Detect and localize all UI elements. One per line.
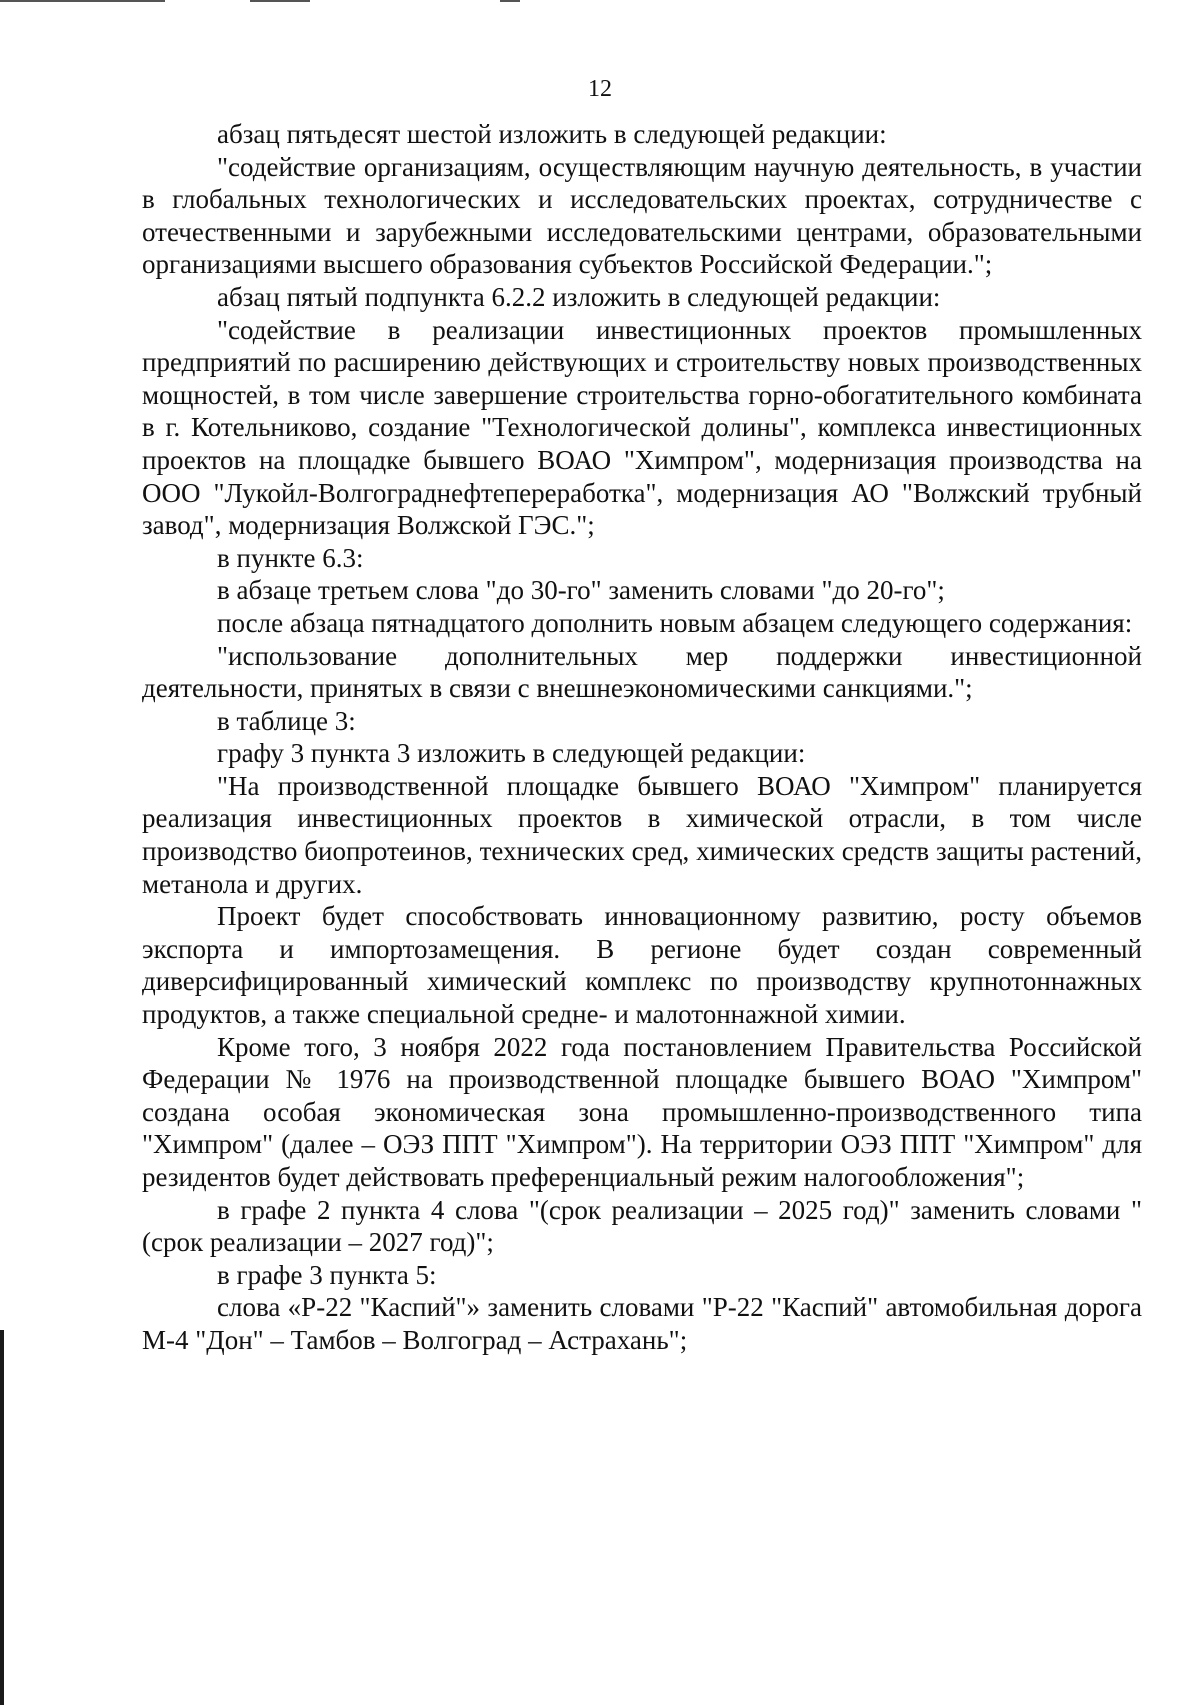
- paragraph: "содействие в реализации инвестиционных проектов промышленных предприятий по расширению действующих и строительству новых производственных мощностей, в том числе завершение строительства горно-обогатительного комбината в г. Котельниково, создание "Технологической долины", комплекса инвестиционных проектов на площадке бывшего ВОАО "Химпром", модернизация производства на ООО "Лукойл-Волгограднефтепереработка", модернизация АО "Волжский трубный завод", модернизация Волжской ГЭС.";: [142, 314, 1142, 541]
- paragraph: слова «Р-22 "Каспий"» заменить словами "Р-22 "Каспий" автомобильная дорога М-4 "Дон" – Тамбов – Волгоград – Астрахань";: [142, 1292, 1142, 1355]
- paragraph: в пункте 6.3:: [217, 542, 364, 573]
- paragraph: в абзаце третьем слова "до 30-го" заменить словами "до 20-го";: [217, 575, 945, 606]
- document-body: [142, 118, 1142, 1357]
- paragraph: "содействие организациям, осуществляющим научную деятельность, в участии в глобальных технологических и исследовательских проектах, сотрудничестве с отечественными и зарубежными исследовательскими центрами, образовательными организациями высшего образования субъектов Российской Федерации.";: [142, 151, 1142, 280]
- paragraph: в графе 2 пункта 4 слова "(срок реализации – 2025 год)" заменить словами "(срок реализации – 2027 год)";: [142, 1194, 1142, 1258]
- paragraph: "использование дополнительных мер поддержки инвестиционной деятельности, принятых в связи с внешнеэкономическими санкциями.";: [142, 640, 1142, 704]
- page-number: 12: [588, 76, 612, 102]
- scan-artifact-left-edge: [0, 1330, 4, 1705]
- paragraph: графу 3 пункта 3 изложить в следующей редакции:: [217, 738, 806, 769]
- paragraph: "На производственной площадке бывшего ВОАО "Химпром" планируется реализация инвестиционных проектов в химической отрасли, в том числе производство биопротеинов, технических сред, химических средств защиты растений, метанола и других.: [142, 770, 1142, 899]
- paragraph: абзац пятый подпункта 6.2.2 изложить в следующей редакции:: [217, 281, 941, 312]
- paragraph: в таблице 3:: [217, 705, 356, 736]
- paragraph: в графе 3 пункта 5:: [217, 1259, 437, 1290]
- paragraph: Кроме того, 3 ноября 2022 года постановлением Правительства Российской Федерации № 1976 на производственной площадке бывшего ВОАО "Химпром" создана особая экономическая зона промышленно-производственного типа "Химпром" (далее – ОЭЗ ППТ "Химпром"). На территории ОЭЗ ППТ "Химпром" для резидентов будет действовать преференциальный режим налогообложения";: [142, 1031, 1142, 1192]
- paragraph: после абзаца пятнадцатого дополнить новым абзацем следующего содержания:: [217, 607, 1133, 638]
- paragraph: абзац пятьдесят шестой изложить в следующей редакции:: [217, 119, 887, 149]
- scan-artifact-top: [0, 0, 1200, 4]
- paragraph: Проект будет способствовать инновационному развитию, росту объемов экспорта и импортозамещения. В регионе будет создан современный диверсифицированный химический комплекс по производству крупнотоннажных продуктов, а также специальной средне- и малотоннажной химии.: [142, 901, 1142, 1030]
